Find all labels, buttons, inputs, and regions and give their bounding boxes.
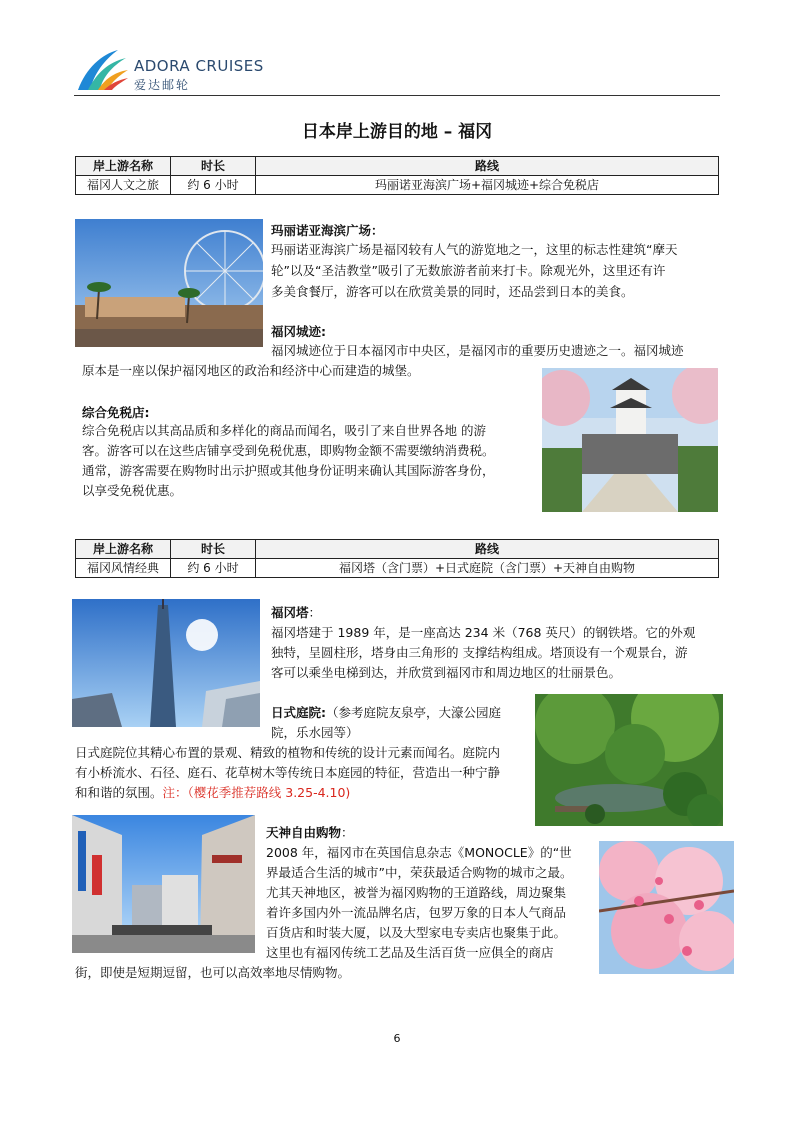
castle-title: 福冈城迹:: [271, 324, 326, 339]
dutyfree-line-2: 客。游客可以在这些店铺享受到免税优惠，即购物金额不需要缴纳消费税。: [82, 443, 495, 458]
table-header-route: 路线: [256, 157, 719, 176]
tower-line-2: 独特，呈圆柱形，塔身由三角形的 支撑结构组成。塔顶设有一个观景台，游: [271, 645, 688, 660]
garden-line-1: 日式庭院位其精心布置的景观、精致的植物和传统的设计元素而闻名。庭院内: [75, 745, 501, 760]
tenjin-line-2: 界最适合生活的城市”中，荣获最适合购物的城市之最。: [266, 865, 573, 880]
tower-title-suffix: ：: [308, 605, 322, 620]
tenjin-line-1: 2008 年，福冈市在英国信息杂志《MONOCLE》的“世: [266, 845, 572, 860]
tour2-table: [75, 539, 719, 578]
tour1-route: 玛丽诺亚海滨广场+福冈城迹+综合免税店: [256, 176, 719, 195]
table-header-route: 路线: [256, 540, 719, 559]
garden-title: 日式庭院:: [271, 705, 326, 720]
marina-title: 玛丽诺亚海滨广场：: [271, 223, 384, 238]
table-header-name: 岸上游名称: [76, 157, 171, 176]
tenjin-line-4: 着许多国内外一流品牌名店，包罗万象的日本人气商品: [266, 905, 567, 920]
tour1-table: [75, 156, 719, 195]
marina-line-3: 多美食餐厅，游客可以在欣赏美景的同时，还品尝到日本的美食。: [271, 284, 634, 299]
tower-line-3: 客可以乘坐电梯到达，并欣赏到福冈市和周边地区的壮丽景色。: [271, 665, 622, 680]
garden-line-3: 和和谐的氛围。: [75, 785, 163, 800]
header-divider: [74, 95, 720, 96]
garden-line-3-wrap: [75, 783, 350, 803]
cherry-blossom-photo: [599, 841, 734, 974]
castle-photo: [542, 368, 718, 512]
page-number: 6: [393, 1032, 401, 1045]
tour2-name: 福冈风情经典: [76, 559, 171, 578]
garden-note-1: （参考庭院友泉亭，大濠公园庭: [326, 705, 502, 720]
brand-logo: [74, 48, 130, 92]
page-title: 日本岸上游目的地 – 福冈: [301, 122, 493, 142]
garden-heading: [271, 703, 501, 723]
tenjin-line-5: 百货店和时装大厦，以及大型家电专卖店也聚集于此。: [266, 925, 567, 940]
brand-name-cn: 爱达邮轮: [134, 78, 191, 92]
table-header-duration: 时长: [171, 540, 256, 559]
tour2-duration: 约 6 小时: [171, 559, 256, 578]
dutyfree-line-4: 以享受免税优惠。: [82, 483, 183, 498]
marina-line-2: 轮”以及“圣洁教堂”吸引了无数旅游者前来打卡。除观光外，这里还有许: [271, 263, 666, 278]
tenjin-title-wrap: [266, 823, 354, 841]
tour2-route: 福冈塔（含门票）+日式庭院（含门票）+天神自由购物: [256, 559, 719, 578]
logo-swoosh-icon: [74, 48, 130, 92]
tenjin-title: 天神自由购物: [266, 825, 342, 840]
tenjin-title-suffix: ：: [341, 825, 354, 840]
fukuoka-tower-photo: [72, 599, 260, 727]
tower-title: 福冈塔: [271, 605, 309, 620]
brand-name-en: ADORA CRUISES: [134, 57, 264, 75]
dutyfree-line-3: 通常，游客需要在购物时出示护照或其他身份证明来确认其国际游客身份，: [82, 463, 495, 478]
garden-note-2: 院，乐水园等）: [271, 725, 359, 740]
castle-line-2: 原本是一座以保护福冈地区的政治和经济中心而建造的城堡。: [82, 363, 420, 378]
tour1-name: 福冈人文之旅: [76, 176, 171, 195]
garden-red-note: 注：（樱花季推荐路线 3.25-4.10): [162, 785, 351, 800]
tenjin-line-7: 街，即使是短期逗留，也可以高效率地尽情购物。: [75, 965, 351, 980]
marina-line-1: 玛丽诺亚海滨广场是福冈较有人气的游览地之一，这里的标志性建筑“摩天: [271, 242, 678, 257]
tower-line-1: 福冈塔建于 1989 年，是一座高达 234 米（768 英尺）的钢铁塔。它的外观: [271, 625, 696, 640]
table-header-duration: 时长: [171, 157, 256, 176]
table-header-name: 岸上游名称: [76, 540, 171, 559]
dutyfree-title: 综合免税店:: [82, 405, 150, 420]
tenjin-line-6: 这里也有福冈传统工艺品及生活百货一应俱全的商店: [266, 945, 554, 960]
tower-title-wrap: [271, 603, 321, 621]
garden-line-2: 有小桥流水、石径、庭石、花草树木等传统日本庭园的特征，营造出一种宁静: [75, 765, 501, 780]
tour1-duration: 约 6 小时: [171, 176, 256, 195]
tenjin-photo: [72, 815, 255, 953]
castle-line-1: 福冈城迹位于日本福冈市中央区，是福冈市的重要历史遗迹之一。福冈城迹: [271, 343, 684, 358]
marina-photo: [75, 219, 263, 347]
garden-photo: [535, 694, 723, 826]
tenjin-line-3: 尤其天神地区，被誉为福冈购物的王道路线，周边聚集: [266, 885, 567, 900]
dutyfree-line-1: 综合免税店以其高品质和多样化的商品而闻名，吸引了来自世界各地 的游: [82, 423, 486, 438]
